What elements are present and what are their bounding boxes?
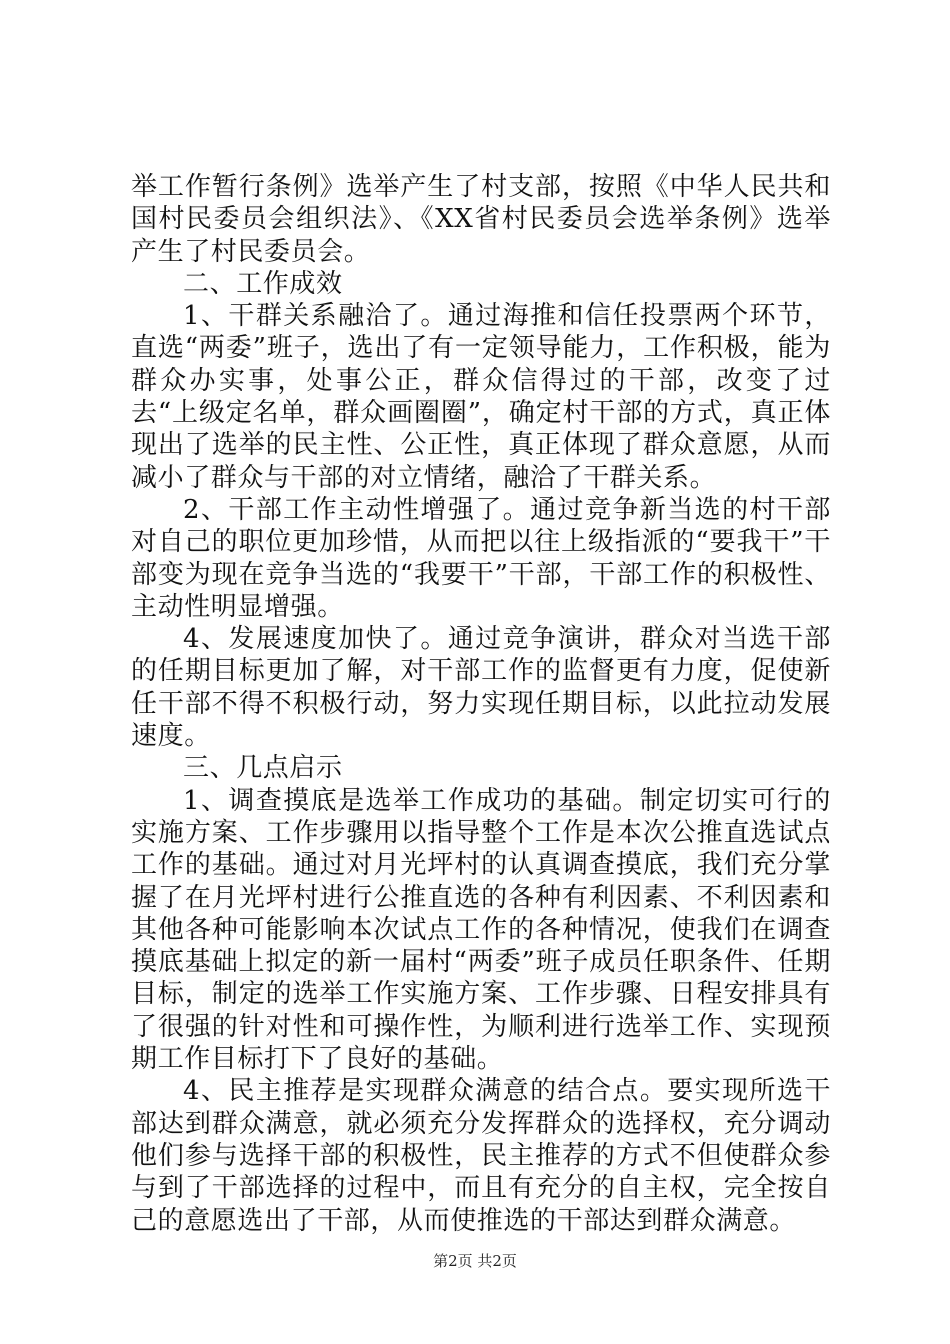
page-footer: 第2页 共2页 [433,1252,517,1270]
section-heading-insights: 三、几点启示 [183,753,343,784]
document-body [131,171,831,1237]
paragraph-result-1: 1、干群关系融洽了。通过海推和信任投票两个环节，直选“两委”班子，选出了有一定领导能力，工作积极，能为群众办实事，处事公正，群众信得过的干部，改变了过去“上级定名单，群众画圈圈”，确定村干部的方式，真正体现出了选举的民主性、公正性，真正体现了群众意愿，从而减小了群众与干部的对立情绪，融洽了干群关系。 [131,301,831,493]
paragraph-insight-1: 1、调查摸底是选举工作成功的基础。制定切实可行的实施方案、工作步骤用以指导整个工作是本次公推直选试点工作的基础。通过对月光坪村的认真调查摸底，我们充分掌握了在月光坪村进行公推直选的各种有利因素、不利因素和其他各种可能影响本次试点工作的各种情况，使我们在调查摸底基础上拟定的新一届村“两委”班子成员任职条件、任期目标，制定的选举工作实施方案、工作步骤、日程安排具有了很强的针对性和可操作性，为顺利进行选举工作、实现预期工作目标打下了良好的基础。 [131,785,831,1075]
paragraph-continuation: 举工作暂行条例》选举产生了村支部，按照《中华人民共和国村民委员会组织法》、《XX省村民委员会选举条例》选举产生了村民委员会。 [131,172,831,267]
section-heading-work-results: 二、工作成效 [183,268,343,299]
paragraph-result-4: 4、发展速度加快了。通过竞争演讲，群众对当选干部的任期目标更加了解，对干部工作的监督更有力度，促使新任干部不得不积极行动，努力实现任期目标，以此拉动发展速度。 [131,624,831,752]
paragraph-insight-4: 4、民主推荐是实现群众满意的结合点。要实现所选干部达到群众满意，就必须充分发挥群众的选择权，充分调动他们参与选择干部的积极性，民主推荐的方式不但使群众参与到了干部选择的过程中，而且有充分的自主权，完全按自己的意愿选出了干部，从而使推选的干部达到群众满意。 [131,1076,831,1236]
paragraph-result-2: 2、干部工作主动性增强了。通过竞争新当选的村干部对自己的职位更加珍惜，从而把以往上级指派的“要我干”干部变为现在竞争当选的“我要干”干部，干部工作的积极性、主动性明显增强。 [131,494,831,622]
